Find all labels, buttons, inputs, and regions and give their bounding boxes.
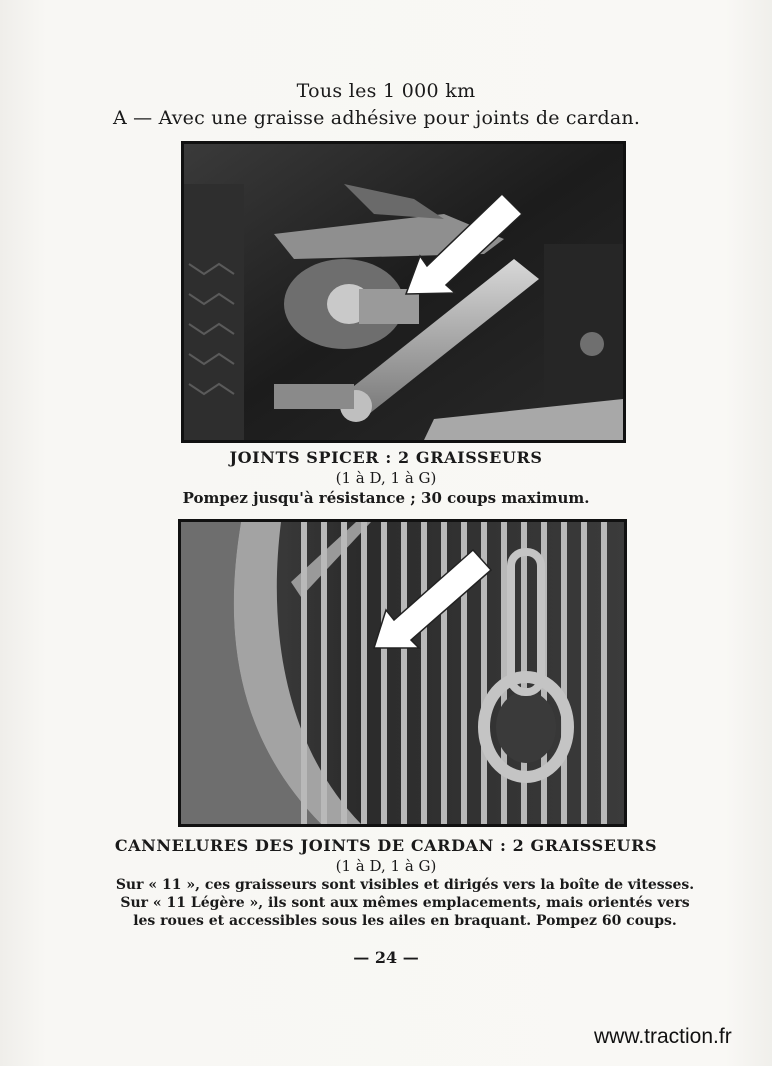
figure2-notes [110,876,700,930]
figure2-paragraph-1: Sur « 11 », ces graisseurs sont visibles et dirigés vers la boîte de vitesses. [115,877,695,893]
page-number: — 24 — [353,948,419,967]
figure2-subtitle: (1 à D, 1 à G) [335,857,437,875]
figure2-title: CANNELURES DES JOINTS DE CARDAN : 2 GRAISSEURS [114,836,658,855]
figure1-subtitle: (1 à D, 1 à G) [335,469,437,487]
spicer-joint-photo [181,141,626,443]
watermark: www.traction.fr [594,1025,732,1048]
figure1-title: JOINTS SPICER : 2 GRAISSEURS [229,448,543,467]
cardan-splines-photo [178,519,627,827]
section-heading: A — Avec une graisse adhésive pour joints de cardan. [113,107,641,129]
figure1-instruction: Pompez jusqu'à résistance ; 30 coups maximum. [182,489,590,507]
figure2-caption [0,836,772,876]
figure1-caption [0,448,772,508]
figure2-paragraph-2: Sur « 11 Légère », ils sont aux mêmes emplacements, mais orientés vers les roues et accessibles sous les ailes en braquant. Pompez 60 coups. [120,895,690,929]
interval-heading: Tous les 1 000 km [296,80,476,102]
